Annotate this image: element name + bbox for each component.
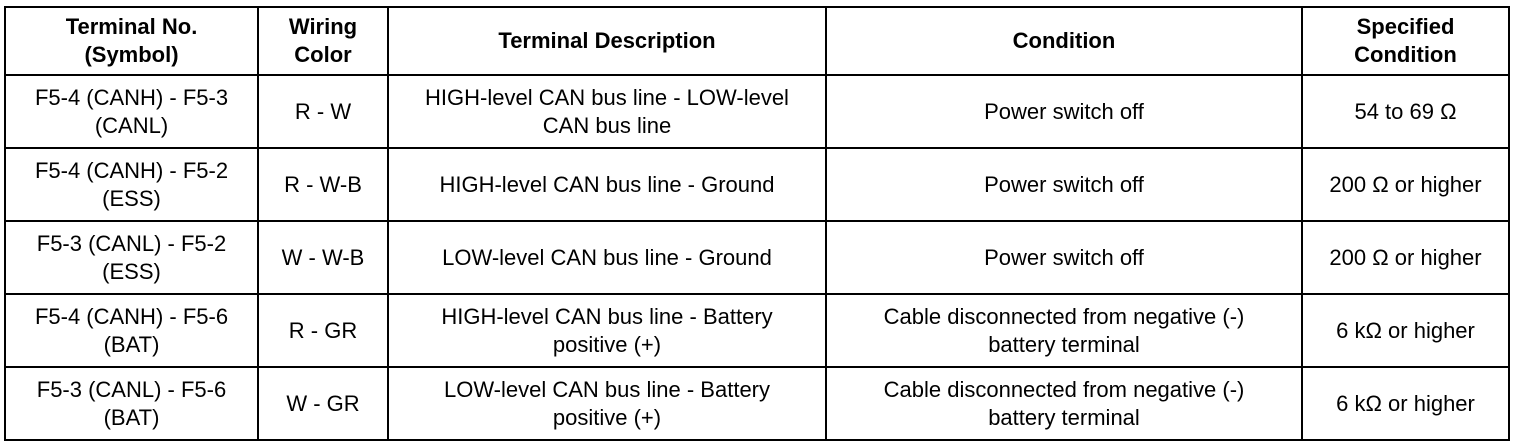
table-row <box>5 148 1509 221</box>
cell-description: LOW-level CAN bus line - Battery positive (+) <box>388 367 826 440</box>
cell-description: HIGH-level CAN bus line - Battery positive (+) <box>388 294 826 367</box>
cell-wiring-color: W - GR <box>258 367 388 440</box>
cell-terminal: F5-4 (CANH) - F5-2 (ESS) <box>5 148 258 221</box>
cell-wiring-color: R - W <box>258 75 388 148</box>
cell-specified-condition: 54 to 69 Ω <box>1302 75 1509 148</box>
cell-condition: Power switch off <box>826 148 1302 221</box>
cell-condition: Power switch off <box>826 75 1302 148</box>
header-wiring-color: Wiring Color <box>258 7 388 75</box>
cell-specified-condition: 6 kΩ or higher <box>1302 294 1509 367</box>
cell-description: LOW-level CAN bus line - Ground <box>388 221 826 294</box>
cell-specified-condition: 200 Ω or higher <box>1302 221 1509 294</box>
table-row <box>5 221 1509 294</box>
cell-specified-condition: 6 kΩ or higher <box>1302 367 1509 440</box>
header-row <box>5 7 1509 75</box>
cell-specified-condition: 200 Ω or higher <box>1302 148 1509 221</box>
cell-description: HIGH-level CAN bus line - LOW-level CAN bus line <box>388 75 826 148</box>
terminal-spec-table <box>4 6 1510 441</box>
cell-description: HIGH-level CAN bus line - Ground <box>388 148 826 221</box>
cell-wiring-color: W - W-B <box>258 221 388 294</box>
cell-condition: Cable disconnected from negative (-) battery terminal <box>826 367 1302 440</box>
cell-condition: Power switch off <box>826 221 1302 294</box>
cell-terminal: F5-4 (CANH) - F5-3 (CANL) <box>5 75 258 148</box>
cell-wiring-color: R - GR <box>258 294 388 367</box>
header-terminal-no: Terminal No. (Symbol) <box>5 7 258 75</box>
cell-terminal: F5-4 (CANH) - F5-6 (BAT) <box>5 294 258 367</box>
cell-wiring-color: R - W-B <box>258 148 388 221</box>
header-specified-condition: Specified Condition <box>1302 7 1509 75</box>
cell-terminal: F5-3 (CANL) - F5-2 (ESS) <box>5 221 258 294</box>
cell-condition: Cable disconnected from negative (-) battery terminal <box>826 294 1302 367</box>
header-terminal-description: Terminal Description <box>388 7 826 75</box>
table-row <box>5 75 1509 148</box>
cell-terminal: F5-3 (CANL) - F5-6 (BAT) <box>5 367 258 440</box>
table-row <box>5 367 1509 440</box>
table-row <box>5 294 1509 367</box>
header-condition: Condition <box>826 7 1302 75</box>
